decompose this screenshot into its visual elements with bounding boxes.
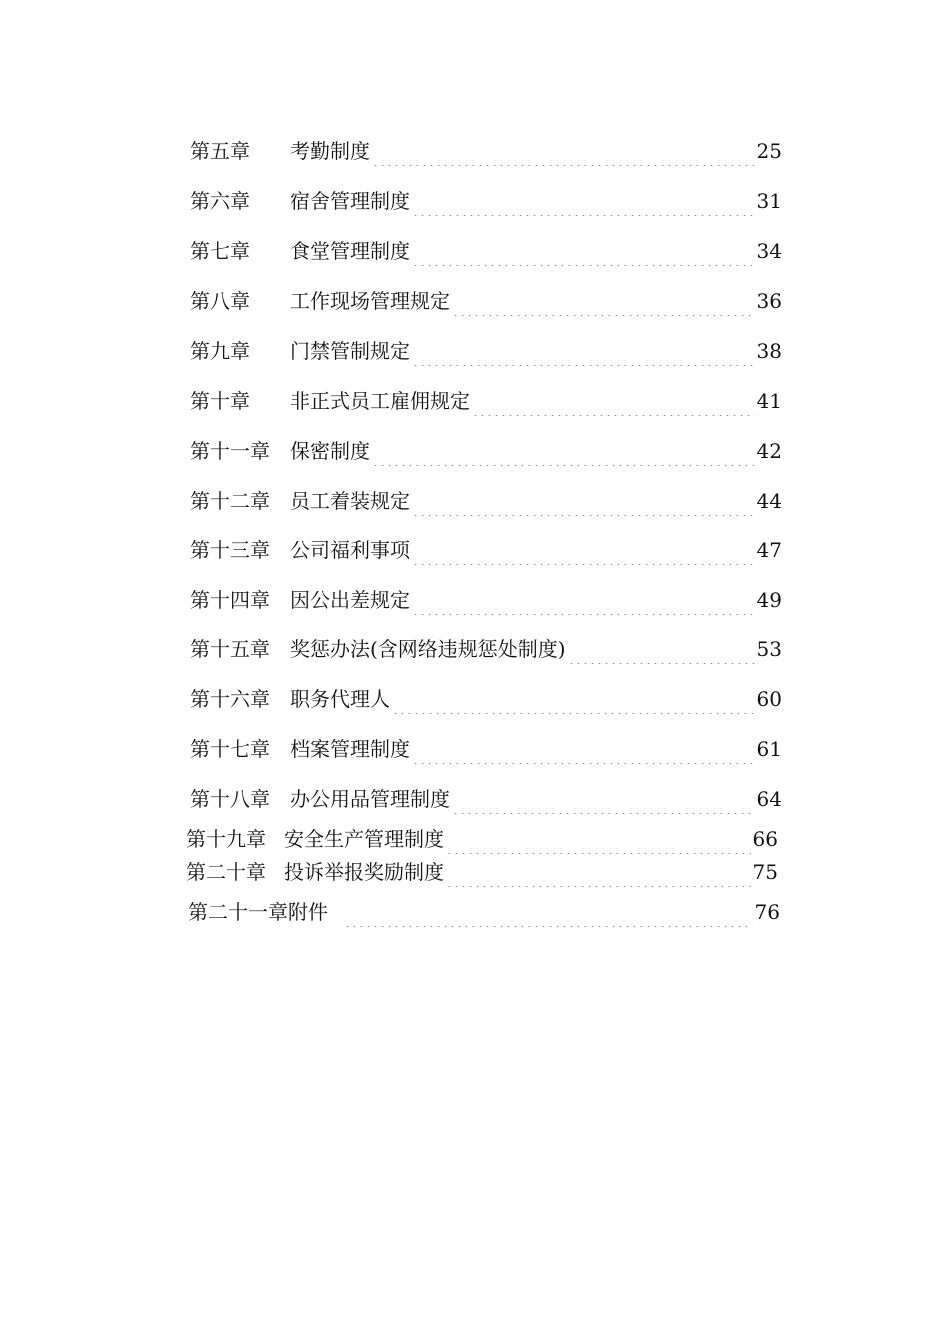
toc-page-number: 61 [756, 737, 782, 761]
toc-chapter-number: 第十五章 [190, 637, 270, 661]
toc-page-number: 60 [756, 687, 782, 711]
toc-chapter-number: 第十七章 [190, 737, 270, 761]
toc-page-number: 47 [756, 538, 782, 562]
toc-chapter-number: 第九章 [190, 339, 250, 363]
toc-entry [190, 486, 782, 516]
toc-dot-leader [372, 136, 755, 166]
toc-chapter-title: 办公用品管理制度 [290, 787, 450, 811]
toc-chapter-number: 第十二章 [190, 489, 270, 513]
toc-chapter-title: 因公出差规定 [290, 588, 410, 612]
toc-entry [190, 286, 782, 316]
toc-chapter-title: 考勤制度 [290, 139, 370, 163]
toc-dot-leader [446, 857, 751, 887]
toc-dot-leader [446, 824, 751, 854]
toc-chapter-title: 职务代理人 [290, 687, 390, 711]
toc-chapter-title: 奖惩办法(含网络违规惩处制度) [290, 637, 566, 661]
toc-entry [190, 236, 782, 266]
toc-page-number: 66 [752, 827, 778, 851]
toc-page-number: 38 [756, 339, 782, 363]
toc-dot-leader [412, 734, 755, 764]
toc-page-number: 53 [756, 637, 782, 661]
toc-chapter-number: 第十六章 [190, 687, 270, 711]
toc-entry [190, 585, 782, 615]
toc-chapter-number: 第十一章 [190, 439, 270, 463]
toc-dot-leader [344, 897, 753, 927]
toc-chapter-title: 食堂管理制度 [290, 239, 410, 263]
toc-chapter-title: 门禁管制规定 [290, 339, 410, 363]
toc-entry [190, 784, 782, 814]
toc-chapter-number: 第十章 [190, 389, 250, 413]
toc-page-number: 42 [756, 439, 782, 463]
toc-dot-leader [372, 436, 755, 466]
toc-chapter-number: 第二十章 [186, 860, 266, 884]
toc-chapter-title: 附件 [288, 900, 328, 924]
toc-chapter-title: 工作现场管理规定 [290, 289, 450, 313]
toc-chapter-title: 公司福利事项 [290, 538, 410, 562]
toc-dot-leader [568, 634, 755, 664]
toc-dot-leader [452, 784, 755, 814]
toc-entry [190, 436, 782, 466]
toc-chapter-number: 第七章 [190, 239, 250, 263]
toc-page-number: 31 [756, 189, 782, 213]
toc-chapter-number: 第十三章 [190, 538, 270, 562]
toc-chapter-number: 第八章 [190, 289, 250, 313]
toc-chapter-number: 第十四章 [190, 588, 270, 612]
toc-chapter-title: 保密制度 [290, 439, 370, 463]
toc-entry [190, 186, 782, 216]
toc-page-number: 75 [752, 860, 778, 884]
toc-dot-leader [412, 486, 755, 516]
toc-page-number: 49 [756, 588, 782, 612]
toc-entry [190, 386, 782, 416]
toc-entry [190, 535, 782, 565]
toc-entry [190, 734, 782, 764]
toc-page-number: 34 [756, 239, 782, 263]
toc-page-number: 44 [756, 489, 782, 513]
toc-entry [190, 136, 782, 166]
toc-page-number: 36 [756, 289, 782, 313]
toc-chapter-title: 宿舍管理制度 [290, 189, 410, 213]
toc-chapter-number: 第二十一章 [188, 900, 288, 924]
toc-chapter-number: 第五章 [190, 139, 250, 163]
toc-page-number: 76 [754, 900, 780, 924]
toc-dot-leader [412, 236, 755, 266]
toc-entry [190, 336, 782, 366]
toc-dot-leader [452, 286, 755, 316]
toc-chapter-title: 非正式员工雇佣规定 [290, 389, 470, 413]
toc-chapter-number: 第十八章 [190, 787, 270, 811]
toc-dot-leader [412, 336, 755, 366]
toc-entry [188, 897, 780, 927]
toc-chapter-title: 员工着装规定 [290, 489, 410, 513]
toc-chapter-number: 第十九章 [186, 827, 266, 851]
toc-entry [186, 857, 778, 887]
toc-dot-leader [392, 684, 755, 714]
toc-page-number: 64 [756, 787, 782, 811]
toc-dot-leader [412, 585, 755, 615]
toc-chapter-title: 档案管理制度 [290, 737, 410, 761]
toc-entry [190, 684, 782, 714]
toc-chapter-title: 安全生产管理制度 [284, 827, 444, 851]
toc-entry [190, 634, 782, 664]
toc-dot-leader [412, 535, 755, 565]
toc-page-number: 25 [756, 139, 782, 163]
toc-page-number: 41 [756, 389, 782, 413]
toc-chapter-title: 投诉举报奖励制度 [284, 860, 444, 884]
toc-entry [186, 824, 778, 854]
toc-dot-leader [472, 386, 755, 416]
toc-chapter-number: 第六章 [190, 189, 250, 213]
toc-dot-leader [412, 186, 755, 216]
